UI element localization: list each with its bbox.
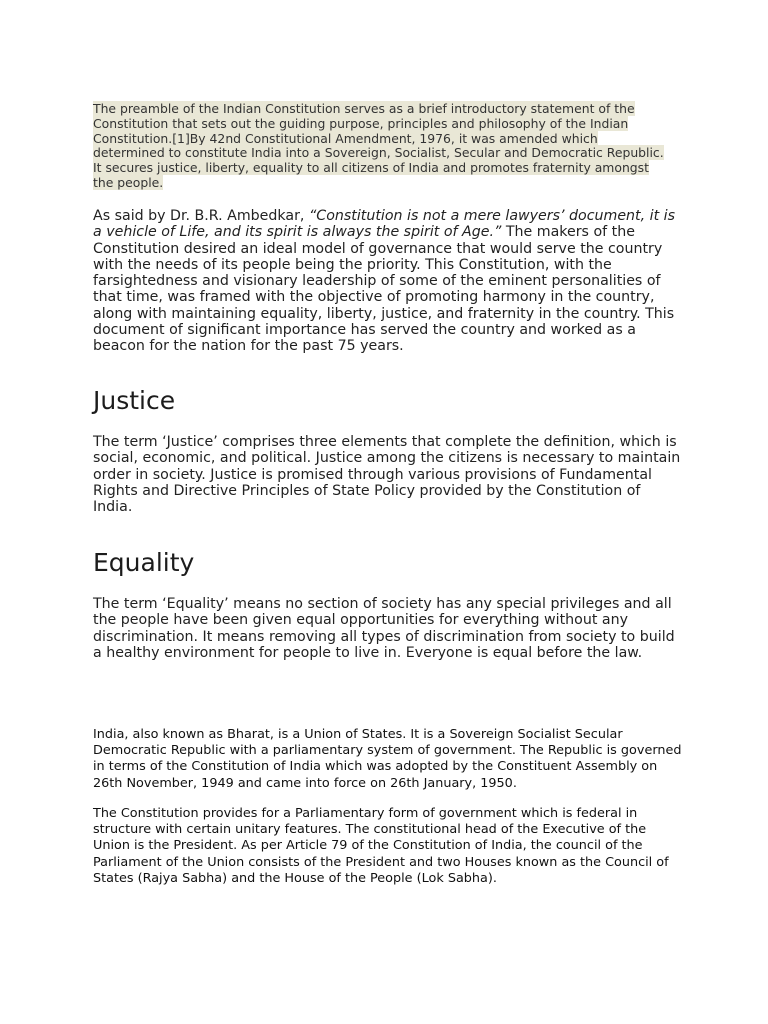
intro-highlighted-text: The preamble of the Indian Constitution serves as a brief introductory statement of the Constitution that sets out the guiding purpose, principles and philosophy of the Indian Constitution.[1]By 42nd Constitutional Amendment, 1976, it was amended which determined to constitute India into a Sovereign, Socialist, Secular and Democratic Republic. It secures justice, liberty, equality to all citizens of India and promotes fraternity amongst the people.	[93, 101, 664, 190]
equality-heading: Equality	[93, 548, 195, 577]
parliament-paragraph: The Constitution provides for a Parliamentary form of government which is federal in structure with certain unitary features. The constitutional head of the Executive of the Union is the President. As per Article 79 of the Constitution of India, the council of the Parliament of the Union consists of the President and two Houses known as the Council of States (Rajya Sabha) and the House of the People (Lok Sabha).	[93, 806, 669, 886]
ambedkar-quote: “Constitution is not a mere lawyers’ document, it is a vehicle of Life, and its spirit is always the spirit of Age.”	[93, 208, 675, 241]
ambedkar-lead: As said by Dr. B.R. Ambedkar,	[93, 208, 309, 224]
equality-paragraph: The term ‘Equality’ means no section of society has any special privileges and all the people have been given equal opportunities for everything without any discrimination. It means removing all types of discrimination from society to build a healthy environment for people to live in. Everyone is equal before the law.	[93, 596, 675, 661]
intro-paragraph	[93, 102, 673, 191]
justice-paragraph: The term ‘Justice’ comprises three elements that complete the definition, which is social, economic, and political. Justice among the citizens is necessary to maintain order in society. Justice is promised through various provisions of Fundamental Rights and Directive Principles of State Policy provided by the Constitution of India.	[93, 434, 681, 516]
union-paragraph: India, also known as Bharat, is a Union of States. It is a Sovereign Socialist Secular Democratic Republic with a parliamentary system of government. The Republic is governed in terms of the Constitution of India which was adopted by the Constituent Assembly on 26th November, 1949 and came into force on 26th January, 1950.	[93, 727, 682, 791]
justice-heading: Justice	[93, 386, 176, 415]
ambedkar-paragraph	[93, 208, 683, 355]
ambedkar-rest: The makers of the Constitution desired an ideal model of governance that would serve the country with the needs of its people being the priority. This Constitution, with the farsightedness and visionary leadership of some of the eminent personalities of that time, was framed with the objective of promoting harmony in the country, along with maintaining equality, liberty, justice, and fraternity in the country. This document of significant importance has served the country and worked as a beacon for the nation for the past 75 years.	[93, 224, 675, 355]
